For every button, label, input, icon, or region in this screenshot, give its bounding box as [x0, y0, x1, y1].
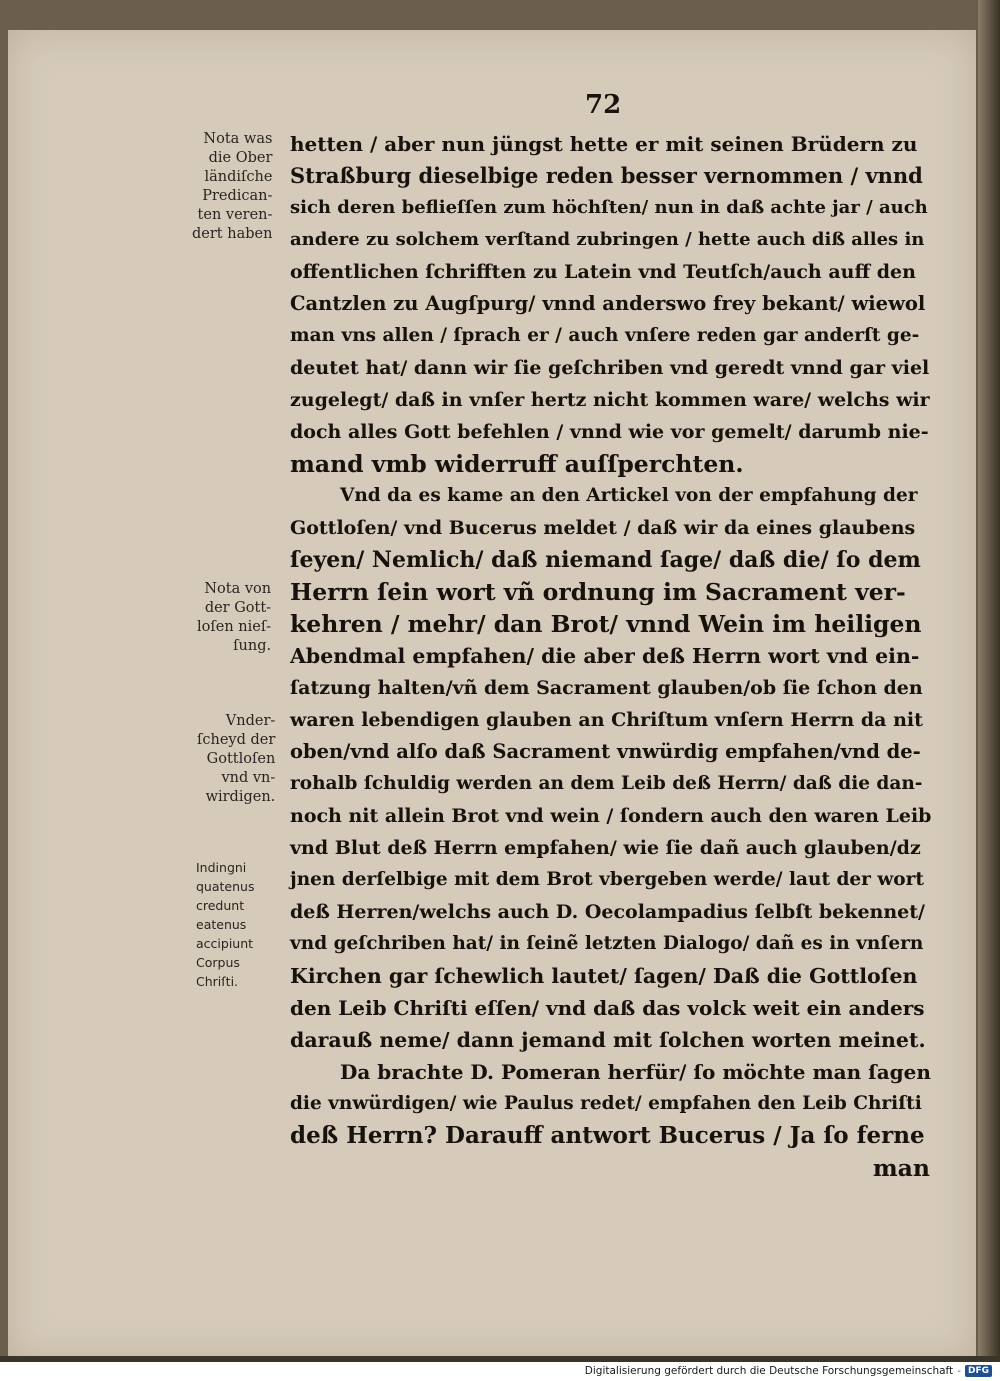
margin-note-line: accipiunt	[196, 936, 254, 951]
text-line: andere zu solchem verſtand zubringen / hette auch diß alles in	[290, 229, 925, 250]
text-line: deß Herren/welchs auch D. Oecolampadius ſelbſt bekennet/	[290, 901, 925, 923]
page-number: 72	[585, 90, 622, 120]
text-line: man vns allen / ſprach er / auch vnſere reden gar anderſt ge-	[290, 325, 920, 346]
margin-note-changes	[192, 130, 272, 244]
text-line: den Leib Chriſti eſſen/ vnd daß das volck weit ein anders	[290, 996, 925, 1020]
margin-note-latin	[196, 858, 282, 991]
margin-note-line: Predican-	[202, 188, 273, 204]
text-line: waren lebendigen glauben an Chriſtum vnſern Herrn da nit	[290, 709, 923, 731]
text-line: vnd Blut deß Herrn empfahen/ wie ſie dañ auch glauben/dz	[290, 837, 921, 859]
text-line: deß Herrn? Darauff antwort Bucerus / Ja ſo ferne	[290, 1122, 925, 1149]
text-line: Kirchen gar ſchewlich lautet/ ſagen/ Daß die Gottloſen	[290, 964, 918, 988]
margin-note-line: wirdigen.	[205, 789, 276, 805]
text-line: Straßburg dieselbige reden besser vernommen / vnnd	[290, 163, 923, 188]
text-line: Gottloſen/ vnd Bucerus meldet / daß wir da eines glaubens	[290, 517, 916, 539]
margin-note-line: Corpus	[196, 955, 240, 970]
text-line: jnen derſelbige mit dem Brot vbergeben werde/ laut der wort	[290, 869, 924, 890]
text-line: vnd geſchriben hat/ in ſeinẽ letzten Dialogo/ dañ es in vnſern	[290, 933, 924, 954]
margin-note-line: Indingni	[196, 860, 247, 875]
text-line: Cantzlen zu Augſpurg/ vnnd anderswo frey bekant/ wiewol	[290, 292, 926, 315]
margin-note-line: ländiſche	[204, 169, 273, 185]
footer-text: Digitalisierung gefördert durch die Deutsche Forschungsgemeinschaft	[584, 1364, 954, 1377]
footer-credit	[585, 1362, 992, 1379]
text-line: ſatzung halten/vñ dem Sacrament glauben/ob ſie ſchon den	[290, 677, 923, 699]
text-line: Herrn ſein wort vñ ordnung im Sacrament ver-	[290, 578, 906, 606]
text-line: offentlichen ſchrifften zu Latein vnd Teutſch/auch auff den	[290, 261, 916, 283]
margin-note-line: die Ober	[208, 150, 273, 166]
margin-note-line: Nota was	[203, 131, 273, 147]
margin-note-line: ſung.	[233, 638, 272, 654]
margin-note-line: quatenus	[196, 879, 255, 894]
footer-separator: -	[957, 1364, 961, 1377]
margin-note-line: Vnder-	[225, 713, 276, 729]
text-line: Da brachte D. Pomeran herfür/ ſo möchte man ſagen	[340, 1060, 931, 1084]
text-line: rohalb ſchuldig werden an dem Leib deß Herrn/ daß die dan-	[290, 773, 923, 794]
margin-note-line: Chriſti.	[196, 974, 239, 989]
dfg-logo-icon: DFG	[965, 1365, 992, 1377]
text-line: hetten / aber nun jüngst hette er mit seinen Brüdern zu	[290, 132, 918, 156]
margin-note-line: vnd vn-	[221, 770, 276, 786]
text-line: ſeyen/ Nemlich/ daß niemand ſage/ daß die/ ſo dem	[290, 547, 921, 573]
margin-note-line: eatenus	[196, 917, 247, 932]
margin-note-line: dert haben	[192, 226, 273, 242]
margin-note-line: Gottloſen	[206, 751, 276, 767]
text-line: man	[872, 1154, 930, 1182]
main-text-block	[290, 128, 930, 1184]
text-line: doch alles Gott befehlen / vnnd wie vor gemelt/ darumb nie-	[290, 421, 929, 443]
text-line: oben/vnd alſo daß Sacrament vnwürdig empfahen/vnd de-	[290, 740, 921, 763]
margin-note-line: ſcheyd der	[197, 732, 276, 748]
text-line: darauß neme/ dann jemand mit ſolchen worten meinet.	[290, 1028, 926, 1052]
text-line: zugelegt/ daß in vnſer hertz nicht kommen ware/ welchs wir	[290, 389, 930, 411]
text-line: die vnwürdigen/ wie Paulus redet/ empfahen den Leib Chriſti	[290, 1093, 922, 1114]
margin-note-line: credunt	[196, 898, 245, 913]
text-line: kehren / mehr/ dan Brot/ vnnd Wein im heiligen	[290, 610, 922, 638]
text-line: mand vmb widerruff auſſperchten.	[290, 450, 744, 478]
margin-note-difference	[197, 712, 275, 807]
margin-note-line: Nota von	[204, 581, 272, 597]
book-edge-right	[978, 0, 1000, 1362]
text-line: noch nit allein Brot vnd wein / ſondern auch den waren Leib	[290, 805, 932, 827]
text-line: sich deren beflieſſen zum höchſten/ nun in daß achte jar / auch	[290, 197, 928, 218]
text-line: deutet hat/ dann wir ſie geſchriben vnd geredt vnnd gar viel	[290, 357, 930, 379]
text-line: Vnd da es kame an den Artickel von der empfahung der	[340, 485, 918, 506]
margin-note-godless	[197, 580, 271, 656]
margin-note-line: loſen nieſ-	[197, 619, 272, 635]
margin-note-line: ten veren-	[197, 207, 273, 223]
text-line: Abendmal empfahen/ die aber deß Herrn wort vnd ein-	[290, 644, 920, 668]
margin-note-line: der Gott-	[204, 600, 272, 616]
